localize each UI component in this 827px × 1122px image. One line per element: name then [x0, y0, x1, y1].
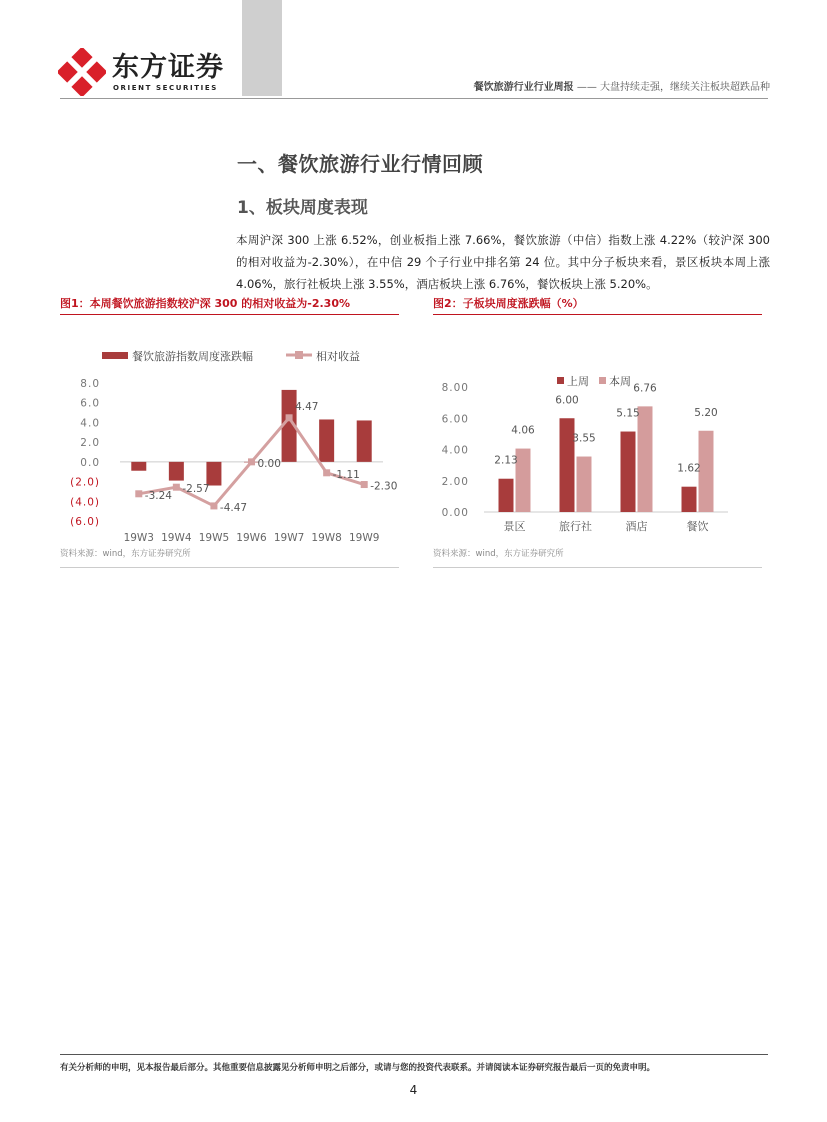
running-header — [474, 82, 770, 94]
line-point — [173, 484, 180, 491]
subsection-heading: 1、板块周度表现 — [237, 198, 368, 218]
y-tick-label: 0.0 — [80, 456, 100, 469]
x-tick-label: 餐饮 — [686, 520, 709, 533]
legend-label-this-week: 本周 — [609, 375, 631, 388]
x-tick-label: 19W6 — [236, 532, 267, 544]
line-point — [210, 502, 217, 509]
y-tick-label: (4.0) — [70, 496, 100, 509]
bar-index-change — [169, 462, 184, 481]
legend-swatch-this-week — [599, 377, 606, 384]
figure-1-source-rule — [60, 567, 399, 568]
data-label: -1.11 — [332, 468, 360, 481]
bar-index-change — [357, 420, 372, 461]
x-tick-label: 景区 — [503, 520, 526, 533]
data-label: 2.13 — [494, 454, 518, 467]
bar-this-week — [516, 449, 531, 512]
data-label: 0.00 — [257, 457, 281, 470]
y-tick-label: 2.0 — [80, 437, 100, 450]
figure-2-source-rule — [433, 567, 762, 568]
x-tick-label: 19W5 — [198, 532, 230, 544]
x-tick-label: 旅行社 — [559, 520, 592, 533]
x-tick-label: 19W7 — [273, 532, 305, 544]
y-tick-label: 8.00 — [441, 382, 469, 394]
x-tick-label: 19W9 — [348, 532, 380, 544]
logo-text-en: ORIENT SECURITIES — [113, 84, 218, 92]
bar-this-week — [577, 457, 592, 512]
bar-this-week — [638, 406, 653, 512]
header-grey-block — [242, 0, 282, 96]
data-label: 1.62 — [677, 462, 701, 475]
figure-1 — [60, 296, 399, 562]
data-label: -3.24 — [144, 489, 172, 502]
figure-1-chart — [60, 315, 399, 563]
figure-1-source: 资料来源：wind，东方证券研究所 — [60, 549, 191, 559]
bar-last-week — [499, 479, 514, 512]
figure-2-source: 资料来源：wind，东方证券研究所 — [433, 549, 564, 559]
legend-marker-line — [295, 351, 303, 359]
bar-index-change — [319, 419, 334, 461]
data-label: 5.15 — [616, 407, 640, 420]
legend-label-bar: 餐饮旅游指数周度涨跌幅 — [132, 350, 253, 363]
y-tick-label: (6.0) — [70, 516, 100, 528]
data-label: -2.57 — [182, 483, 210, 496]
logo-text-cn: 东方证券 — [112, 52, 224, 83]
figure-1-caption: 图1：本周餐饮旅游指数较沪深 300 的相对收益为-2.30% — [60, 297, 350, 310]
legend-label-line: 相对收益 — [316, 350, 360, 363]
legend-swatch-bar — [102, 352, 128, 359]
y-tick-label: (2.0) — [70, 476, 100, 489]
y-tick-label: 2.00 — [441, 475, 469, 488]
bar-last-week — [682, 487, 697, 512]
line-point — [135, 490, 142, 497]
y-tick-label: 4.0 — [80, 417, 100, 430]
page-number: 4 — [409, 1083, 418, 1097]
header-separator: —— — [576, 82, 597, 93]
logo-icon — [58, 48, 106, 96]
line-point — [248, 458, 255, 465]
y-tick-label: 6.00 — [441, 413, 469, 426]
report-subtitle: 大盘持续走强，继续关注板块超跌品种 — [600, 82, 770, 93]
figure-2 — [433, 296, 762, 562]
y-tick-label: 4.00 — [441, 444, 469, 457]
line-point — [361, 481, 368, 488]
bar-index-change — [131, 462, 146, 471]
data-label: 6.76 — [633, 382, 657, 395]
header-divider — [60, 98, 768, 99]
footer-divider — [60, 1054, 768, 1055]
x-tick-label: 19W3 — [123, 532, 155, 544]
figure-2-caption: 图2：子板块周度涨跌幅（%） — [433, 297, 584, 310]
bar-last-week — [621, 432, 636, 512]
y-tick-label: 0.00 — [441, 507, 469, 519]
bar-index-change — [206, 462, 221, 486]
section-heading: 一、餐饮旅游行业行情回顾 — [237, 152, 483, 176]
line-point — [323, 469, 330, 476]
report-type: 餐饮旅游行业行业周报 — [473, 82, 574, 93]
data-label: 6.00 — [555, 394, 579, 407]
body-paragraph: 本周沪深 300 上涨 6.52%，创业板指上涨 7.66%，餐饮旅游（中信）指数上涨 4.22%（较沪深 300 的相对收益为-2.30%），在中信 29 个子行业中排名第 24 位。其中分子板块来看，景区板块本周上涨 4.06%，旅行社板块上涨 3.55%，酒店板块上涨 6.76%，餐饮板块上涨 5.20%。 — [236, 233, 770, 291]
x-tick-label: 19W8 — [311, 532, 342, 544]
data-label: 4.47 — [295, 400, 319, 413]
figure-2-chart — [433, 315, 762, 563]
x-tick-label: 酒店 — [625, 520, 648, 533]
line-point — [286, 414, 293, 421]
data-label: 5.20 — [694, 406, 718, 419]
bar-this-week — [699, 431, 714, 512]
footer-disclaimer: 有关分析师的申明，见本报告最后部分。其他重要信息披露见分析师申明之后部分，或请与您的投资代表联系。并请阅读本证券研究报告最后一页的免责申明。 — [60, 1063, 656, 1073]
y-tick-label: 6.0 — [80, 397, 100, 410]
legend-swatch-last-week — [557, 377, 564, 384]
data-label: -4.47 — [219, 501, 248, 514]
data-label: -2.30 — [370, 480, 398, 493]
y-tick-label: 8.0 — [80, 378, 100, 390]
data-label: 3.55 — [572, 432, 596, 445]
data-label: 4.06 — [511, 424, 535, 437]
legend-label-last-week: 上周 — [567, 375, 589, 388]
x-tick-label: 19W4 — [161, 532, 192, 544]
